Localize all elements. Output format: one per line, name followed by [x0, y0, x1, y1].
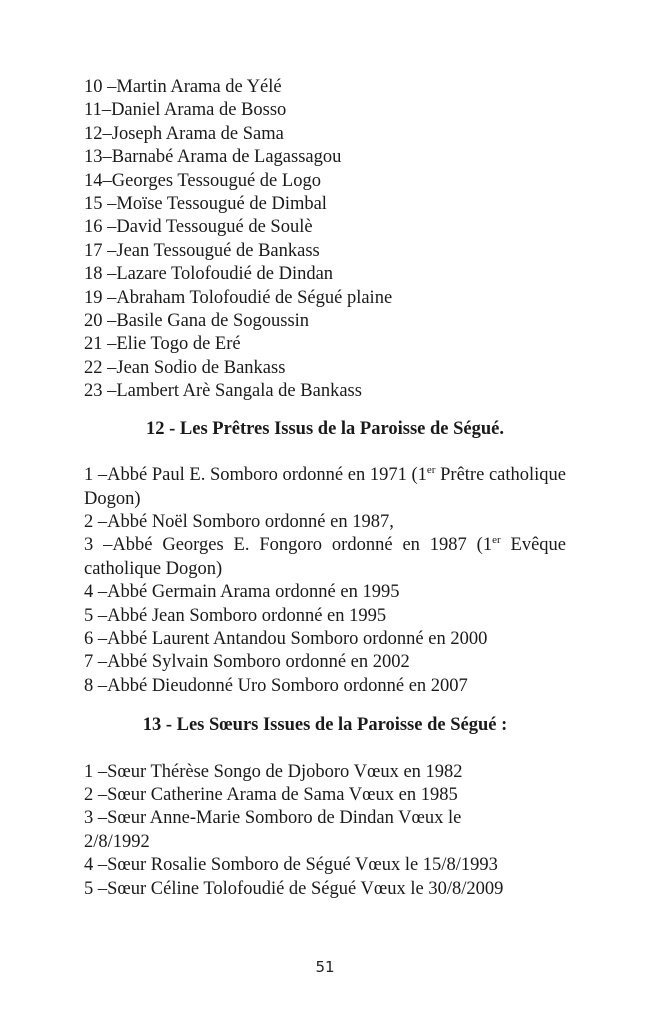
list-item: 3 –Sœur Anne-Marie Somboro de Dindan Vœux le — [84, 808, 462, 829]
superscript-ordinal: er — [492, 534, 501, 547]
priests-list — [84, 464, 566, 698]
list-item: 2 –Abbé Noël Somboro ordonné en 1987, — [84, 511, 394, 532]
list-item: 14–Georges Tessougué de Logo — [84, 170, 321, 191]
list-item: 12–Joseph Arama de Sama — [84, 123, 284, 144]
list-item: 20 –Basile Gana de Sogoussin — [84, 311, 310, 332]
list-item: 17 –Jean Tessougué de Bankass — [84, 240, 320, 261]
list-item: 2 –Sœur Catherine Arama de Sama Vœux en 1985 — [84, 784, 458, 805]
list-item-text: Prêtre catholique Dogon) — [84, 465, 566, 509]
page-content — [84, 76, 566, 901]
list-item-text: 3 –Abbé Georges E. Fongoro ordonné en 1987 (1 — [84, 535, 493, 556]
section-heading-sisters: 13 - Les Sœurs Issues de la Paroisse de Ségué : — [142, 715, 508, 736]
list-item: 1 –Sœur Thérèse Songo de Djoboro Vœux en 1982 — [84, 761, 463, 782]
catechists-list — [84, 76, 566, 404]
list-item: 22 –Jean Sodio de Bankass — [84, 357, 286, 378]
list-item: 18 –Lazare Tolofoudié de Dindan — [84, 264, 334, 285]
list-item: 15 –Moïse Tessougué de Dimbal — [84, 194, 327, 215]
list-item: 21 –Elie Togo de Eré — [84, 334, 241, 355]
list-item: 13–Barnabé Arama de Lagassagou — [84, 147, 342, 168]
list-item: 4 –Sœur Rosalie Somboro de Ségué Vœux le 15/8/1993 — [84, 855, 498, 876]
list-item: 8 –Abbé Dieudonné Uro Somboro ordonné en 2007 — [84, 675, 468, 696]
sisters-list — [84, 761, 566, 901]
list-item — [84, 464, 566, 511]
list-item-text: 1 –Abbé Paul E. Somboro ordonné en 1971 (1 — [84, 465, 427, 486]
list-item-text: Evêque catholique Dogon) — [84, 535, 566, 579]
list-item: 19 –Abraham Tolofoudié de Ségué plaine — [84, 287, 393, 308]
list-item: 7 –Abbé Sylvain Somboro ordonné en 2002 — [84, 652, 410, 673]
superscript-ordinal: er — [426, 464, 436, 477]
list-item: 16 –David Tessougué de Soulè — [84, 217, 313, 238]
list-item: 23 –Lambert Arè Sangala de Bankass — [84, 381, 362, 402]
list-item: 4 –Abbé Germain Arama ordonné en 1995 — [84, 582, 400, 603]
list-item: 5 –Abbé Jean Somboro ordonné en 1995 — [84, 605, 387, 626]
page-number: 51 — [315, 958, 335, 976]
section-heading-priests: 12 - Les Prêtres Issus de la Paroisse de Ségué. — [146, 418, 504, 439]
list-item: 6 –Abbé Laurent Antandou Somboro ordonné en 2000 — [84, 628, 488, 649]
list-item: 10 –Martin Arama de Yélé — [84, 77, 282, 97]
list-item: 5 –Sœur Céline Tolofoudié de Ségué Vœux le 30/8/2009 — [84, 878, 504, 899]
list-item: 11–Daniel Arama de Bosso — [84, 100, 287, 121]
list-item — [84, 534, 566, 581]
list-item-continuation: 2/8/1992 — [84, 831, 150, 852]
